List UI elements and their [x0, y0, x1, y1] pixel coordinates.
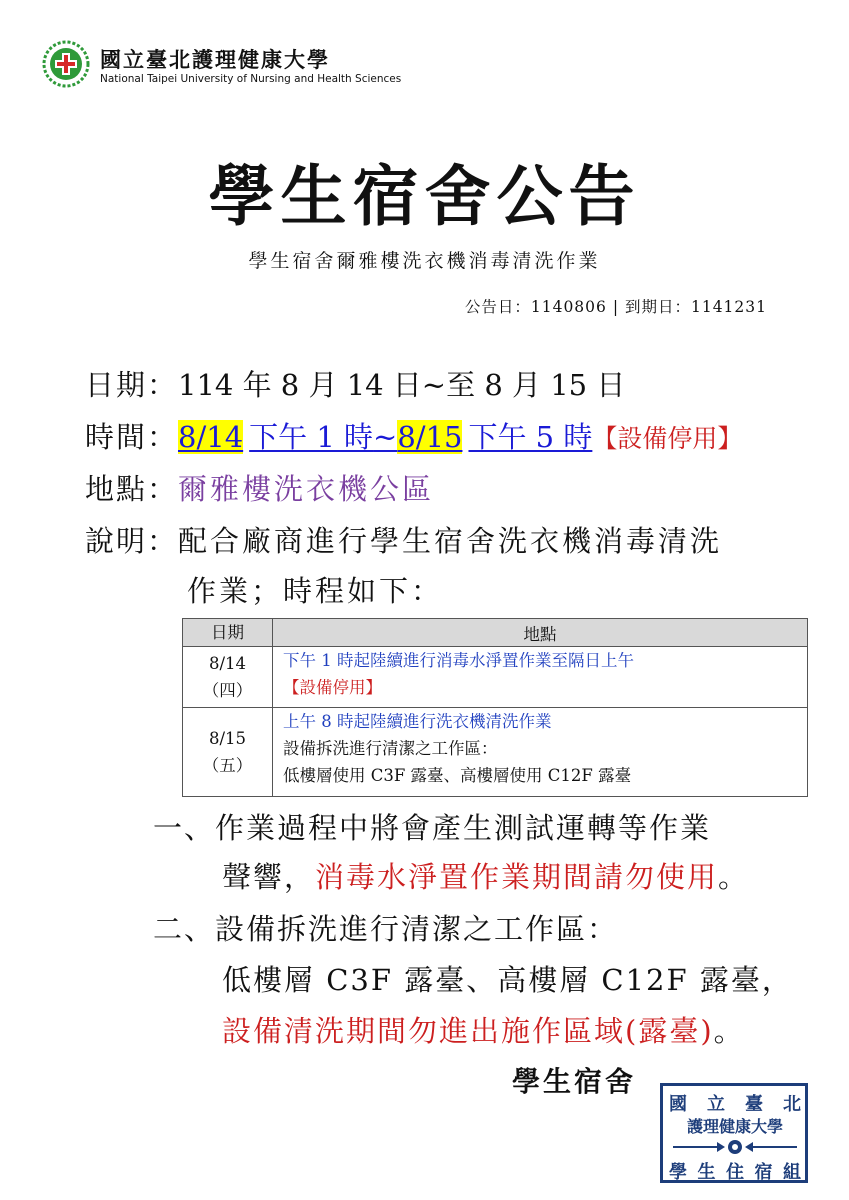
note-2-line-2: 低樓層 C3F 露臺、高樓層 C12F 露臺，	[222, 963, 793, 997]
time-start-date: 8/14	[178, 420, 244, 454]
stamp-char: 立	[707, 1094, 725, 1115]
page-subtitle: 學生宿舍爾雅樓洗衣機消毒清洗作業	[248, 250, 601, 272]
table-row	[183, 708, 808, 797]
university-name-zh: 國立臺北護理健康大學	[100, 47, 330, 72]
stamp-row-2: 護理健康大學	[686, 1117, 783, 1136]
note-1-line-1: 一、作業過程中將會產生測試運轉等作業	[153, 811, 712, 845]
stamp-row-1	[669, 1090, 801, 1116]
note-1-warning: 消毒水淨置作業期間請勿使用	[315, 860, 719, 894]
row-date-cell	[183, 647, 273, 708]
row-detail-line: 下午 1 時起陸續進行消毒水淨置作業至隔日上午	[283, 651, 634, 670]
date-line	[85, 366, 625, 404]
time-start-hour: 下午 1 時	[249, 420, 374, 454]
note-1-text: 聲響，	[222, 860, 316, 894]
description-line-2	[187, 572, 443, 610]
row-detail-cell	[273, 708, 808, 797]
time-label: 時間：	[85, 420, 179, 454]
university-logo-icon	[42, 40, 90, 88]
stamp-char: 宿	[754, 1162, 773, 1183]
table-row	[183, 647, 808, 708]
time-line	[85, 418, 742, 458]
page-title: 學生宿舍公告	[208, 157, 641, 235]
official-seal-stamp	[660, 1083, 808, 1183]
note-1-end: 。	[718, 860, 750, 894]
date-value: 114 年 8 月 14 日~至 8 月 15 日	[178, 368, 626, 402]
stamp-char: 臺	[745, 1094, 763, 1115]
row-detail-line: 【設備停用】	[283, 678, 382, 697]
row-detail-line: 設備拆洗進行清潔之工作區：	[283, 739, 498, 758]
stamp-char: 北	[783, 1094, 801, 1115]
row-detail-cell	[273, 647, 808, 708]
row-weekday: （四）	[202, 681, 253, 700]
row-date-cell	[183, 708, 273, 797]
header-date: 日期	[183, 619, 273, 647]
location-value: 爾雅樓洗衣機公區	[178, 472, 435, 506]
university-name-en: National Taipei University of Nursing and Health Sciences	[100, 73, 402, 85]
stamp-char: 組	[783, 1162, 801, 1183]
note-2-line-3	[222, 1009, 745, 1050]
note-2-end: 。	[713, 1014, 745, 1048]
table-header-row	[183, 619, 808, 647]
stamp-emblem-icon	[669, 1136, 801, 1158]
stamp-char: 國	[669, 1094, 687, 1115]
announcement-dates: 公告日：1140806 | 到期日：1141231	[464, 298, 767, 316]
description-text-2: 作業；時程如下：	[187, 574, 444, 608]
row-date: 8/15	[208, 729, 247, 748]
time-end-hour: 下午 5 時	[468, 420, 593, 454]
row-weekday: （五）	[202, 756, 253, 775]
time-separator: ~	[373, 420, 398, 454]
note-2-line-1: 二、設備拆洗進行清潔之工作區：	[153, 912, 619, 946]
time-end-date: 8/15	[397, 420, 463, 454]
note-1-line-2	[222, 855, 749, 896]
stamp-char: 住	[726, 1162, 744, 1183]
row-date: 8/14	[208, 654, 247, 673]
description-line	[85, 522, 722, 560]
stamp-char: 學	[669, 1162, 687, 1183]
date-label: 日期：	[85, 368, 179, 402]
note-2-warning: 設備清洗期間勿進出施作區域(露臺)	[222, 1014, 714, 1048]
description-text-1: 配合廠商進行學生宿舍洗衣機消毒清洗	[178, 524, 723, 558]
signature: 學生宿舍	[512, 1065, 637, 1098]
row-detail-line: 低樓層使用 C3F 露臺、高樓層使用 C12F 露臺	[283, 766, 632, 785]
stamp-char: 生	[697, 1162, 716, 1183]
description-label: 說明：	[85, 524, 179, 558]
row-detail-line: 上午 8 時起陸續進行洗衣機清洗作業	[283, 712, 552, 731]
schedule-table	[182, 618, 808, 797]
stamp-row-3	[669, 1158, 801, 1184]
location-line	[85, 470, 434, 508]
location-label: 地點：	[85, 472, 179, 506]
header-location: 地點	[273, 619, 808, 647]
time-note: 【設備停用】	[592, 424, 743, 453]
